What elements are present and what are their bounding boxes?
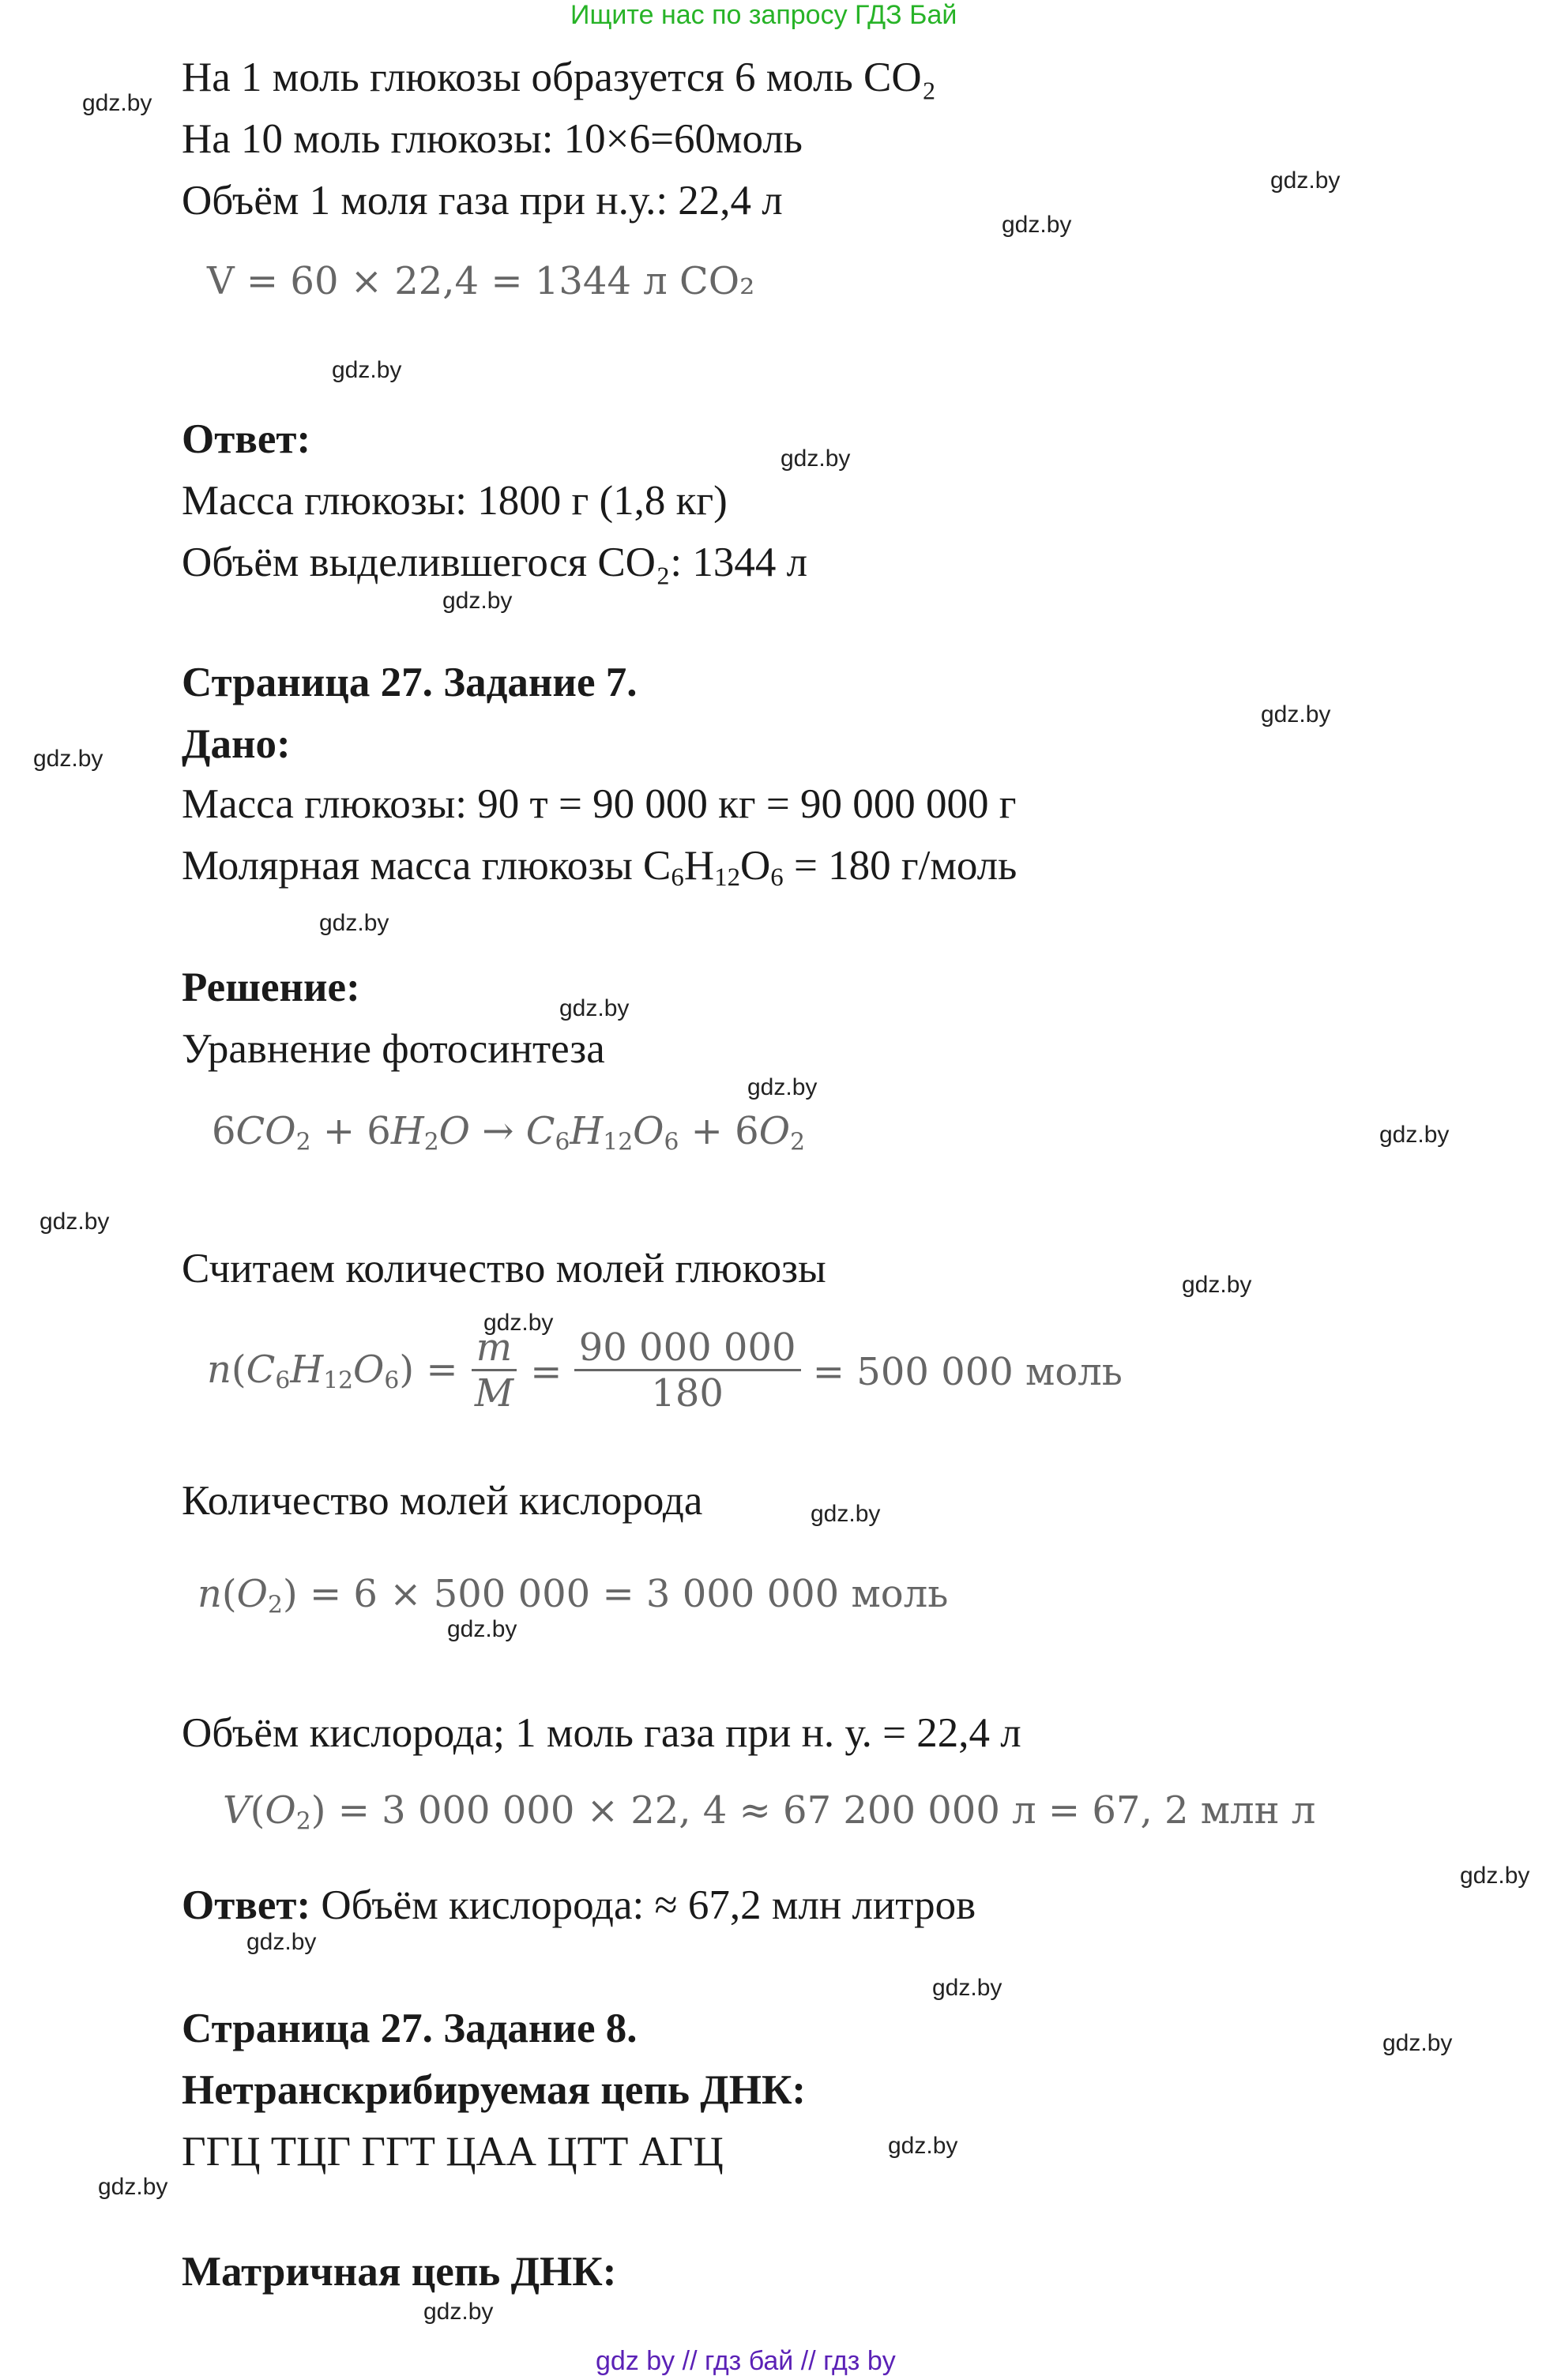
oxygen-volume-formula: $V(O_2) = 3$ 000 000 × 22, 4 ≈ 67 200 000 л = 67, 2 млн л [223, 1788, 1316, 1836]
watermark: gdz.by [423, 2299, 494, 2325]
molar-volume-line: Объём 1 моля газа при н.у.: 22,4 л [182, 178, 783, 224]
watermark: gdz.by [559, 995, 630, 1021]
fraction-denominator: 180 [651, 1370, 724, 1416]
glucose-moles-label: Считаем количество молей глюкозы [182, 1246, 826, 1292]
co2-volume-formula: V = 60 × 22,4 = 1344 л CO₂ [207, 259, 755, 303]
watermark: gdz.by [447, 1616, 517, 1642]
watermark: gdz.by [483, 1310, 554, 1336]
task7-given-mass: Масса глюкозы: 90 т = 90 000 кг = 90 000 000 г [182, 781, 1017, 827]
task7-answer: Ответ: Объём кислорода: ≈ 67,2 млн литров [182, 1882, 976, 1928]
watermark: gdz.by [98, 2174, 168, 2200]
task7-given-molar-mass: Молярная масса глюкозы $C_6H_{12}O_6 = 180$ г/моль [182, 843, 1018, 893]
watermark: gdz.by [332, 357, 402, 383]
moles-10-glucose-line: На 10 моль глюкозы: 10×6=60моль [182, 116, 803, 162]
watermark: gdz.by [319, 910, 389, 936]
watermark: gdz.by [1270, 167, 1341, 194]
watermark: gdz.by [33, 746, 103, 772]
oxygen-moles-formula: $n(O_2) = 6 \times 500$ 000 = 3 000 000 моль [197, 1572, 949, 1619]
photosynthesis-equation: $6CO_2 + 6H_2O \to C_6H_{12}O_6 + 6O_2$ [212, 1109, 805, 1156]
dna-sequence: ГГЦ ТЦГ ГГТ ЦАА ЦТТ АГЦ [182, 2129, 724, 2175]
answer-heading: Ответ: [182, 416, 311, 462]
oxygen-moles-label: Количество молей кислорода [182, 1478, 703, 1524]
task7-given-heading: Дано: [182, 721, 291, 767]
nontranscribed-heading: Нетранскрибируемая цепь ДНК: [182, 2067, 807, 2113]
answer-co2-volume: Объём выделившегося CO₂: 1344 л [182, 540, 808, 585]
photosynthesis-label: Уравнение фотосинтеза [182, 1026, 605, 1072]
moles-co2-line: На 1 моль глюкозы образуется 6 моль CO₂ [182, 55, 937, 100]
watermark: gdz.by [1382, 2030, 1453, 2056]
watermark: gdz.by [82, 90, 152, 116]
task8-heading: Страница 27. Задание 8. [182, 2006, 638, 2051]
watermark: gdz.by [246, 1929, 317, 1955]
watermark: gdz.by [1379, 1122, 1450, 1148]
glucose-moles-formula: $n(C_6H_{12}O_6)$ = $\frac{m}{M}$ = $\frac{90 000 000}{180}$ = 500 000 моль [207, 1325, 1123, 1416]
watermark: gdz.by [781, 446, 851, 472]
watermark: gdz.by [1460, 1863, 1530, 1889]
watermark: gdz.by [1002, 212, 1072, 238]
watermark: gdz.by [1261, 701, 1331, 728]
fraction-numerator: 90 000 000 [574, 1327, 801, 1371]
task7-solution-heading: Решение: [182, 964, 360, 1010]
watermark: gdz.by [888, 2133, 958, 2159]
footer-links[interactable]: gdz by // гдз бай // гдз by [596, 2346, 896, 2376]
watermark: gdz.by [442, 588, 513, 614]
oxygen-volume-label: Объём кислорода; 1 моль газа при н. у. = 22,4 л [182, 1710, 1021, 1756]
task7-heading: Страница 27. Задание 7. [182, 660, 638, 705]
watermark: gdz.by [39, 1209, 110, 1235]
watermark: gdz.by [811, 1501, 881, 1527]
glucose-moles-result: = 500 000 моль [812, 1349, 1123, 1394]
watermark: gdz.by [932, 1975, 1002, 2001]
watermark: gdz.by [747, 1074, 818, 1100]
template-chain-heading: Матричная цепь ДНК: [182, 2249, 617, 2295]
watermark: gdz.by [1182, 1272, 1252, 1298]
site-banner[interactable]: Ищите нас по запросу ГДЗ Бай [570, 0, 957, 30]
answer-glucose-mass: Масса глюкозы: 1800 г (1,8 кг) [182, 478, 728, 524]
